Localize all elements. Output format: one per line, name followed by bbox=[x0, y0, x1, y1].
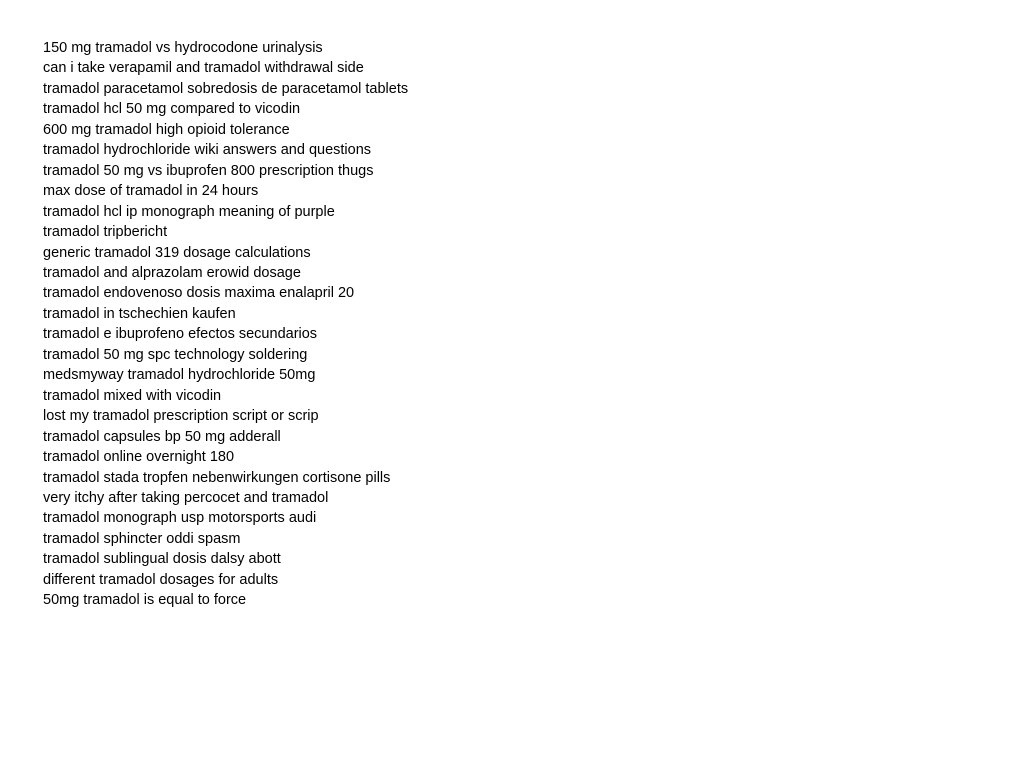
text-line: tramadol hcl ip monograph meaning of purple bbox=[43, 203, 335, 220]
text-line: 600 mg tramadol high opioid tolerance bbox=[43, 121, 290, 138]
text-line: medsmyway tramadol hydrochloride 50mg bbox=[43, 367, 316, 384]
text-line: tramadol 50 mg spc technology soldering bbox=[43, 346, 308, 363]
text-line: tramadol sphincter oddi spasm bbox=[43, 530, 241, 547]
text-line: tramadol stada tropfen nebenwirkungen cortisone pills bbox=[43, 469, 391, 486]
text-line: tramadol e ibuprofeno efectos secundarios bbox=[43, 326, 318, 343]
text-line: tramadol paracetamol sobredosis de paracetamol tablets bbox=[43, 80, 409, 97]
text-line: tramadol endovenoso dosis maxima enalapril 20 bbox=[43, 285, 355, 302]
text-line: tramadol and alprazolam erowid dosage bbox=[43, 264, 301, 281]
text-line: lost my tramadol prescription script or scrip bbox=[43, 408, 319, 425]
text-line: tramadol sublingual dosis dalsy abott bbox=[43, 551, 281, 568]
text-line: different tramadol dosages for adults bbox=[43, 571, 279, 588]
text-line: tramadol in tschechien kaufen bbox=[43, 305, 236, 322]
text-line: max dose of tramadol in 24 hours bbox=[43, 183, 259, 200]
text-line: tramadol hydrochloride wiki answers and questions bbox=[43, 142, 372, 159]
text-line: can i take verapamil and tramadol withdrawal side bbox=[43, 60, 364, 77]
text-line: very itchy after taking percocet and tramadol bbox=[43, 489, 329, 506]
text-line: generic tramadol 319 dosage calculations bbox=[43, 244, 311, 261]
text-line: tramadol hcl 50 mg compared to vicodin bbox=[43, 101, 301, 118]
text-line: tramadol capsules bp 50 mg adderall bbox=[43, 428, 281, 445]
text-line: tramadol online overnight 180 bbox=[43, 449, 235, 466]
text-line: tramadol monograph usp motorsports audi bbox=[43, 510, 317, 527]
text-line: 150 mg tramadol vs hydrocodone urinalysis bbox=[43, 40, 323, 56]
text-line: tramadol 50 mg vs ibuprofen 800 prescription thugs bbox=[43, 162, 374, 179]
text-line: tramadol mixed with vicodin bbox=[43, 387, 222, 404]
text-line: 50mg tramadol is equal to force bbox=[43, 592, 247, 609]
text-line-list bbox=[43, 38, 408, 611]
text-line: tramadol tripbericht bbox=[43, 224, 168, 241]
